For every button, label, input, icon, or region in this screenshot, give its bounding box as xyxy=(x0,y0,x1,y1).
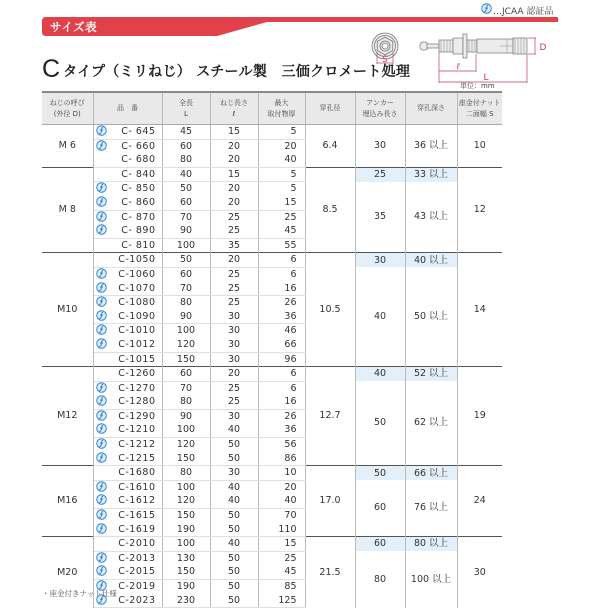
jcaa-cell xyxy=(93,238,109,253)
table-row xyxy=(42,167,502,182)
thread-length: 40 xyxy=(210,537,258,552)
jcaa-cell xyxy=(93,167,109,182)
table-row xyxy=(42,381,502,395)
max-thickness: 66 xyxy=(258,338,305,352)
thread-length: 25 xyxy=(210,296,258,310)
max-thickness: 6 xyxy=(258,267,305,281)
thread-length: 15 xyxy=(210,125,258,140)
total-length: 60 xyxy=(162,367,210,382)
max-thickness: 26 xyxy=(258,296,305,310)
table-row xyxy=(42,537,502,552)
header-max-thickness: 最大 取付物厚 xyxy=(258,92,305,125)
hole-diameter: 21.5 xyxy=(305,537,355,608)
total-length: 60 xyxy=(162,267,210,281)
thread-length: 25 xyxy=(210,381,258,395)
jcaa-legend-text: …JCAA 認証品 xyxy=(493,6,554,17)
max-thickness: 5 xyxy=(258,167,305,182)
hole-depth: 76 以上 xyxy=(405,480,457,536)
jcaa-certification-mark-icon xyxy=(96,339,107,350)
table-row xyxy=(42,253,502,268)
hole-depth: 33 以上 xyxy=(405,167,457,182)
table-row xyxy=(42,466,502,481)
thread-length: 50 xyxy=(210,438,258,452)
jcaa-cell xyxy=(93,537,109,552)
jcaa-cell xyxy=(93,182,109,196)
total-length: 60 xyxy=(162,196,210,210)
jcaa-certification-mark-icon xyxy=(96,141,107,152)
max-thickness: 6 xyxy=(258,381,305,395)
thread-length: 40 xyxy=(210,423,258,437)
size-table xyxy=(42,91,502,608)
jcaa-cell xyxy=(93,324,109,338)
jcaa-certification-mark-icon xyxy=(96,566,107,577)
product-code: C-1070 xyxy=(109,282,162,296)
thread-size: M 8 xyxy=(42,167,93,253)
jcaa-cell xyxy=(93,438,109,452)
product-code: C-1615 xyxy=(109,509,162,523)
total-length: 50 xyxy=(162,253,210,268)
jcaa-cell xyxy=(93,452,109,466)
product-code: C- 890 xyxy=(109,224,162,238)
hole-diameter: 8.5 xyxy=(305,167,355,253)
hole-depth: 62 以上 xyxy=(405,381,457,466)
product-code: C- 870 xyxy=(109,210,162,224)
jcaa-cell xyxy=(93,210,109,224)
jcaa-cell xyxy=(93,310,109,324)
jcaa-certification-mark-icon xyxy=(96,283,107,294)
product-code: C-1210 xyxy=(109,423,162,437)
max-thickness: 40 xyxy=(258,494,305,508)
jcaa-cell xyxy=(93,139,109,153)
footnote: ・座金付きナット仕様 xyxy=(42,589,117,598)
max-thickness: 85 xyxy=(258,580,305,594)
embed-length: 40 xyxy=(355,367,405,382)
header-embed-length: アンカー 埋込み長さ xyxy=(355,92,405,125)
total-length: 80 xyxy=(162,395,210,409)
product-code: C-1260 xyxy=(109,367,162,382)
product-code: C-1212 xyxy=(109,438,162,452)
table-row xyxy=(42,480,502,494)
product-code: C-2010 xyxy=(109,537,162,552)
thread-size: M20 xyxy=(42,537,93,608)
embed-length: 50 xyxy=(355,381,405,466)
table-row xyxy=(42,367,502,382)
jcaa-certification-mark-icon xyxy=(96,453,107,464)
title-type-letter: C xyxy=(42,55,61,83)
total-length: 190 xyxy=(162,523,210,537)
total-length: 230 xyxy=(162,594,210,608)
thread-length: 30 xyxy=(210,310,258,324)
thread-length: 20 xyxy=(210,153,258,167)
banner-label: サイズ表 xyxy=(50,20,98,34)
total-length: 40 xyxy=(162,167,210,182)
max-thickness: 6 xyxy=(258,367,305,382)
table-row xyxy=(42,125,502,140)
hole-depth: 100 以上 xyxy=(405,551,457,607)
nut-width: 12 xyxy=(457,167,502,253)
header-code: 品 番 xyxy=(93,92,162,125)
thread-length: 20 xyxy=(210,196,258,210)
hole-diameter: 12.7 xyxy=(305,367,355,466)
thread-length: 50 xyxy=(210,565,258,579)
hole-depth: 36 以上 xyxy=(405,125,457,168)
product-code: C-1619 xyxy=(109,523,162,537)
product-code: C-2019 xyxy=(109,580,162,594)
header-nut-width: 座金付ナット 二面幅 S xyxy=(457,92,502,125)
product-code: C-1290 xyxy=(109,409,162,423)
total-length: 80 xyxy=(162,296,210,310)
embed-length: 25 xyxy=(355,167,405,182)
product-code: C-1010 xyxy=(109,324,162,338)
jcaa-cell xyxy=(93,381,109,395)
nut-width: 14 xyxy=(457,253,502,367)
product-code: C-1610 xyxy=(109,480,162,494)
thread-length: 50 xyxy=(210,594,258,608)
jcaa-cell xyxy=(93,253,109,268)
total-length: 150 xyxy=(162,565,210,579)
max-thickness: 16 xyxy=(258,282,305,296)
max-thickness: 86 xyxy=(258,452,305,466)
product-code: C-1215 xyxy=(109,452,162,466)
product-code: C-2023 xyxy=(109,594,162,608)
thread-length: 50 xyxy=(210,452,258,466)
thread-length: 35 xyxy=(210,238,258,253)
thread-size: M 6 xyxy=(42,125,93,168)
product-code: C-1280 xyxy=(109,395,162,409)
max-thickness: 110 xyxy=(258,523,305,537)
max-thickness: 70 xyxy=(258,509,305,523)
product-code: C-2013 xyxy=(109,551,162,565)
embed-length: 80 xyxy=(355,551,405,607)
max-thickness: 36 xyxy=(258,310,305,324)
total-length: 100 xyxy=(162,537,210,552)
header-hole-diameter: 穿孔径 xyxy=(305,92,355,125)
jcaa-cell xyxy=(93,367,109,382)
total-length: 90 xyxy=(162,224,210,238)
nut-width: 10 xyxy=(457,125,502,168)
thread-length: 50 xyxy=(210,580,258,594)
embed-length: 60 xyxy=(355,480,405,536)
total-length: 50 xyxy=(162,182,210,196)
product-code: C-2015 xyxy=(109,565,162,579)
jcaa-cell xyxy=(93,153,109,167)
dim-label-s: S xyxy=(382,55,388,65)
embed-length: 40 xyxy=(355,267,405,366)
thread-size: M10 xyxy=(42,253,93,367)
total-length: 70 xyxy=(162,282,210,296)
max-thickness: 40 xyxy=(258,153,305,167)
jcaa-certification-mark-icon xyxy=(96,510,107,521)
jcaa-certification-mark-icon xyxy=(96,424,107,435)
thread-length: 30 xyxy=(210,324,258,338)
thread-length: 30 xyxy=(210,352,258,367)
hole-diameter: 10.5 xyxy=(305,253,355,367)
max-thickness: 20 xyxy=(258,480,305,494)
max-thickness: 45 xyxy=(258,224,305,238)
product-code: C-1090 xyxy=(109,310,162,324)
thread-length: 25 xyxy=(210,395,258,409)
hole-diameter: 6.4 xyxy=(305,125,355,168)
embed-length: 35 xyxy=(355,182,405,253)
hole-depth: 40 以上 xyxy=(405,253,457,268)
total-length: 80 xyxy=(162,153,210,167)
hole-depth: 80 以上 xyxy=(405,537,457,552)
jcaa-cell xyxy=(93,494,109,508)
total-length: 100 xyxy=(162,423,210,437)
total-length: 70 xyxy=(162,381,210,395)
header-length: 全長 L xyxy=(162,92,210,125)
product-code: C- 680 xyxy=(109,153,162,167)
jcaa-certification-mark-icon xyxy=(96,212,107,223)
jcaa-cell xyxy=(93,338,109,352)
unit-label: 単位：mm xyxy=(460,82,495,90)
embed-length: 30 xyxy=(355,125,405,168)
max-thickness: 5 xyxy=(258,125,305,140)
nut-width: 24 xyxy=(457,466,502,537)
hole-depth: 50 以上 xyxy=(405,267,457,366)
max-thickness: 96 xyxy=(258,352,305,367)
embed-length: 30 xyxy=(355,253,405,268)
jcaa-cell xyxy=(93,565,109,579)
product-code: C-1060 xyxy=(109,267,162,281)
jcaa-cell xyxy=(93,224,109,238)
thread-length: 50 xyxy=(210,509,258,523)
max-thickness: 125 xyxy=(258,594,305,608)
thread-length: 25 xyxy=(210,210,258,224)
jcaa-cell xyxy=(93,509,109,523)
embed-length: 60 xyxy=(355,537,405,552)
total-length: 90 xyxy=(162,310,210,324)
title-text: タイプ（ミリねじ） スチール製 三価クロメート処理 xyxy=(63,64,411,80)
table-row xyxy=(42,267,502,281)
total-length: 80 xyxy=(162,466,210,481)
jcaa-cell xyxy=(93,395,109,409)
total-length: 70 xyxy=(162,210,210,224)
total-length: 120 xyxy=(162,338,210,352)
total-length: 150 xyxy=(162,352,210,367)
jcaa-certification-mark-icon xyxy=(96,396,107,407)
thread-length: 30 xyxy=(210,409,258,423)
thread-length: 20 xyxy=(210,182,258,196)
thread-length: 50 xyxy=(210,523,258,537)
jcaa-cell xyxy=(93,352,109,367)
thread-length: 25 xyxy=(210,224,258,238)
jcaa-cell xyxy=(93,282,109,296)
max-thickness: 25 xyxy=(258,210,305,224)
header-hole-depth: 穿孔深さ xyxy=(405,92,457,125)
thread-length: 50 xyxy=(210,551,258,565)
product-code: C- 810 xyxy=(109,238,162,253)
jcaa-cell xyxy=(93,423,109,437)
product-code: C- 645 xyxy=(109,125,162,140)
total-length: 150 xyxy=(162,452,210,466)
table-row xyxy=(42,182,502,196)
jcaa-certification-mark-icon xyxy=(96,553,107,564)
total-length: 130 xyxy=(162,551,210,565)
total-length: 120 xyxy=(162,438,210,452)
product-code: C-1270 xyxy=(109,381,162,395)
max-thickness: 15 xyxy=(258,537,305,552)
product-code: C- 850 xyxy=(109,182,162,196)
thread-length: 40 xyxy=(210,494,258,508)
anchor-dimension-diagram xyxy=(360,28,570,88)
thread-length: 20 xyxy=(210,367,258,382)
total-length: 190 xyxy=(162,580,210,594)
hole-depth: 52 以上 xyxy=(405,367,457,382)
jcaa-cell xyxy=(93,409,109,423)
dim-label-total-length: L xyxy=(483,73,489,83)
total-length: 120 xyxy=(162,494,210,508)
product-code: C- 660 xyxy=(109,139,162,153)
jcaa-certification-mark-icon xyxy=(96,183,107,194)
dim-label-diameter: D xyxy=(539,43,547,53)
max-thickness: 16 xyxy=(258,395,305,409)
jcaa-cell xyxy=(93,551,109,565)
hole-depth: 43 以上 xyxy=(405,182,457,253)
max-thickness: 46 xyxy=(258,324,305,338)
hole-diameter: 17.0 xyxy=(305,466,355,537)
jcaa-certification-mark-icon xyxy=(96,325,107,336)
max-thickness: 15 xyxy=(258,196,305,210)
embed-length: 50 xyxy=(355,466,405,481)
jcaa-certification-mark-icon xyxy=(96,495,107,506)
jcaa-cell xyxy=(93,125,109,140)
table-body xyxy=(42,125,502,608)
total-length: 150 xyxy=(162,509,210,523)
jcaa-certification-mark-icon xyxy=(96,411,107,422)
thread-length: 25 xyxy=(210,282,258,296)
jcaa-certification-mark-icon xyxy=(481,3,492,17)
page-title xyxy=(42,55,410,84)
jcaa-certification-mark-icon xyxy=(96,126,107,137)
jcaa-legend xyxy=(481,3,553,17)
jcaa-cell xyxy=(93,523,109,537)
thread-length: 30 xyxy=(210,338,258,352)
jcaa-certification-mark-icon xyxy=(96,225,107,236)
jcaa-cell xyxy=(93,296,109,310)
jcaa-certification-mark-icon xyxy=(96,524,107,535)
header-size: ねじの呼び (外径 D) xyxy=(42,92,93,125)
max-thickness: 36 xyxy=(258,423,305,437)
max-thickness: 55 xyxy=(258,238,305,253)
product-code: C-1012 xyxy=(109,338,162,352)
jcaa-cell xyxy=(93,196,109,210)
product-code: C- 840 xyxy=(109,167,162,182)
thread-length: 25 xyxy=(210,267,258,281)
product-code: C-1080 xyxy=(109,296,162,310)
thread-length: 30 xyxy=(210,466,258,481)
jcaa-certification-mark-icon xyxy=(96,311,107,322)
thread-length: 40 xyxy=(210,480,258,494)
jcaa-cell xyxy=(93,267,109,281)
jcaa-certification-mark-icon xyxy=(96,297,107,308)
total-length: 45 xyxy=(162,125,210,140)
product-code: C-1680 xyxy=(109,466,162,481)
max-thickness: 6 xyxy=(258,253,305,268)
dim-label-thread-length: ℓ xyxy=(456,62,460,72)
max-thickness: 26 xyxy=(258,409,305,423)
thread-length: 15 xyxy=(210,167,258,182)
thread-length: 20 xyxy=(210,253,258,268)
jcaa-certification-mark-icon xyxy=(96,439,107,450)
hole-depth: 66 以上 xyxy=(405,466,457,481)
jcaa-certification-mark-icon xyxy=(96,482,107,493)
product-code: C-1050 xyxy=(109,253,162,268)
total-length: 60 xyxy=(162,139,210,153)
max-thickness: 56 xyxy=(258,438,305,452)
max-thickness: 5 xyxy=(258,182,305,196)
nut-width: 30 xyxy=(457,537,502,608)
max-thickness: 25 xyxy=(258,551,305,565)
max-thickness: 20 xyxy=(258,139,305,153)
product-code: C- 860 xyxy=(109,196,162,210)
table-header-row xyxy=(42,92,502,125)
total-length: 100 xyxy=(162,324,210,338)
max-thickness: 45 xyxy=(258,565,305,579)
jcaa-certification-mark-icon xyxy=(96,383,107,394)
max-thickness: 10 xyxy=(258,466,305,481)
jcaa-cell xyxy=(93,466,109,481)
thread-size: M12 xyxy=(42,367,93,466)
table-row xyxy=(42,551,502,565)
jcaa-cell xyxy=(93,480,109,494)
jcaa-certification-mark-icon xyxy=(96,197,107,208)
total-length: 90 xyxy=(162,409,210,423)
header-thread-length: ねじ長さ ℓ xyxy=(210,92,258,125)
product-code: C-1612 xyxy=(109,494,162,508)
thread-size: M16 xyxy=(42,466,93,537)
jcaa-certification-mark-icon xyxy=(96,269,107,280)
total-length: 100 xyxy=(162,480,210,494)
nut-width: 19 xyxy=(457,367,502,466)
product-code: C-1015 xyxy=(109,352,162,367)
total-length: 100 xyxy=(162,238,210,253)
thread-length: 20 xyxy=(210,139,258,153)
